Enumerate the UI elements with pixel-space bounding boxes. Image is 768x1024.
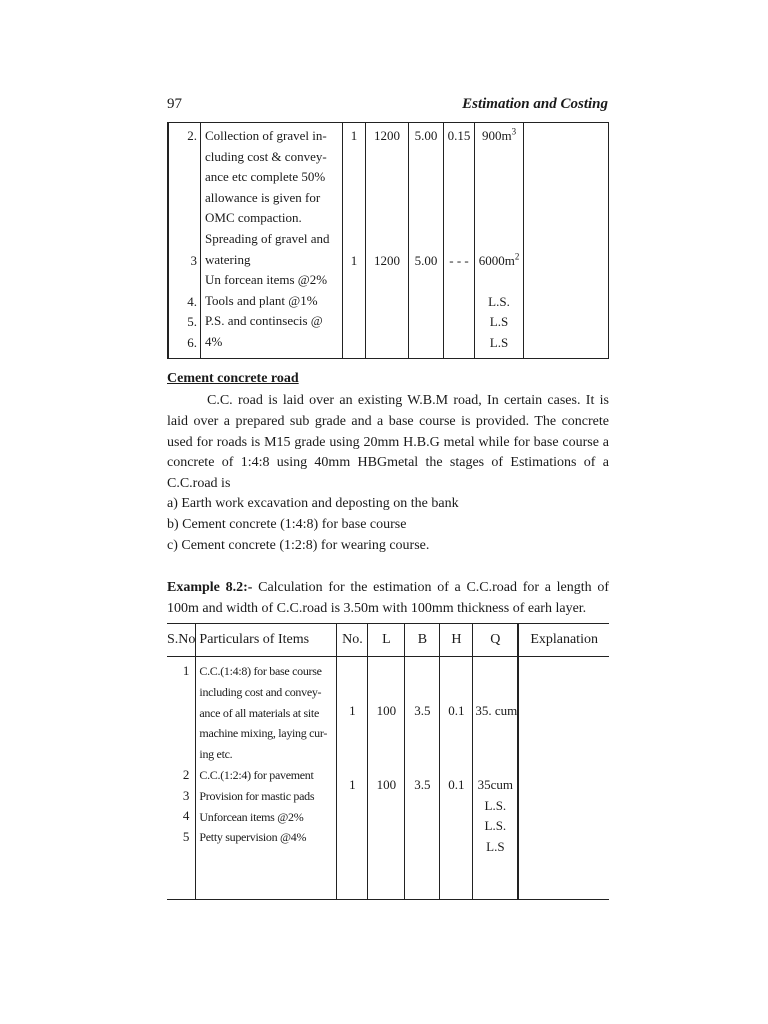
example-text: Calculation for the estimation of a C.C.road for a length of 100m and width of C.C.road is 3.50m with 100mm thickness of earh layer. [167, 580, 609, 616]
particular-line: watering [205, 251, 251, 267]
no-cell: 1 [349, 776, 356, 792]
sno-column [168, 123, 201, 359]
q-cell: L.S [486, 839, 505, 855]
header-b: B [405, 624, 440, 657]
q-cell: 35. cum [475, 703, 518, 718]
table-header-row [167, 624, 609, 657]
b-cell: 5.00 [414, 252, 438, 268]
particular-line: machine mixing, laying cur- [199, 726, 328, 741]
sno-cell: 3 [182, 787, 190, 803]
header-h: H [440, 624, 473, 657]
list-item: a) Earth work excavation and deposting on the bank [167, 496, 459, 511]
sno-cell: 2 [182, 766, 190, 782]
sno-cell: 5. [187, 314, 197, 330]
particular-line: including cost and convey- [199, 684, 322, 699]
q-cell: 35cum [477, 776, 514, 792]
header-q: Q [473, 624, 518, 657]
no-column [337, 657, 368, 900]
q-cell: L.S [489, 314, 509, 330]
sno-cell: 3 [190, 252, 197, 268]
sno-column [167, 657, 196, 900]
header-sno: S.No [167, 624, 196, 657]
particular-line: ance etc complete 50% [205, 169, 326, 185]
section-heading: Cement concrete road [167, 371, 299, 386]
particular-line: 4% [205, 333, 223, 349]
explanation-column [524, 123, 609, 359]
particular-line: allowance is given for [205, 189, 321, 205]
b-cell: 3.5 [414, 776, 431, 792]
q-cell: L.S. [488, 293, 510, 309]
header-no: No. [337, 624, 368, 657]
stages-list [167, 494, 609, 556]
explanation-column [518, 657, 609, 900]
no-column [343, 123, 366, 359]
example-paragraph [167, 578, 609, 620]
particular-line: Collection of gravel in- [205, 128, 327, 143]
header-explanation: Explanation [518, 624, 609, 657]
sno-cell: 5 [182, 829, 190, 845]
particular-line: Un forcean items @2% [205, 272, 328, 288]
particulars-column [201, 123, 343, 359]
page-number: 97 [167, 96, 182, 112]
q-cell: L.S [489, 334, 509, 350]
no-cell: 1 [350, 252, 358, 268]
h-cell: 0.15 [447, 128, 471, 143]
example-title: Example 8.2:- [167, 580, 253, 595]
running-title: Estimation and Costing [462, 96, 608, 112]
no-cell: 1 [349, 703, 356, 718]
table-row [167, 657, 609, 900]
q-cell: $900m^3$ [481, 126, 517, 143]
l-cell: 100 [376, 703, 397, 718]
particular-line: P.S. and continsecis @ [205, 313, 323, 329]
q-cell: L.S. [484, 797, 507, 813]
sno-cell: 1 [182, 663, 190, 678]
b-cell: 5.00 [414, 128, 438, 143]
list-item: c) Cement concrete (1:2:8) for wearing course. [167, 537, 430, 553]
particular-line: Petty supervision @4% [199, 830, 307, 845]
q-cell: $6000m^2$ [478, 251, 520, 268]
h-cell: 0.1 [448, 776, 465, 792]
particular-line: Tools and plant @1% [205, 292, 318, 308]
l-column [366, 123, 409, 359]
table-row [168, 123, 609, 359]
h-cell: - - - [449, 252, 469, 268]
b-cell: 3.5 [414, 703, 431, 718]
sno-cell: 4. [187, 293, 197, 309]
gravel-estimate-table [167, 122, 609, 359]
particular-line: C.C.(1:2:4) for pavement [199, 767, 314, 782]
particular-line: C.C.(1:4:8) for base course [199, 664, 322, 678]
particular-line: Provision for mastic pads [199, 788, 315, 803]
no-cell: 1 [350, 128, 358, 143]
h-column [444, 123, 475, 359]
q-cell: L.S. [484, 818, 507, 834]
header-particulars: Particulars of Items [196, 624, 337, 657]
q-column [473, 657, 518, 900]
particulars-column [196, 657, 337, 900]
particular-line: cluding cost & convey- [205, 148, 327, 164]
h-column [440, 657, 473, 900]
b-column [405, 657, 440, 900]
particular-line: Spreading of gravel and [205, 230, 330, 246]
cc-road-estimate-table [167, 623, 609, 900]
q-column [475, 123, 524, 359]
b-column [409, 123, 444, 359]
l-cell: 1200 [374, 252, 400, 268]
sno-cell: 4 [182, 808, 190, 824]
l-column [368, 657, 405, 900]
l-cell: 1200 [374, 128, 400, 143]
sno-cell: 6. [187, 334, 197, 350]
h-cell: 0.1 [448, 703, 465, 718]
section-paragraph: C.C. road is laid over an existing W.B.M road, In certain cases. It is laid over a prepared sub grade and a base course is provided. The concrete used for roads is M15 grade using 20mm H.B.G metal while for base course a concrete of 1:4:8 using 40mm HBGmetal the stages of Estimations of a C.C.road is [167, 393, 609, 492]
particular-line: ing etc. [199, 747, 233, 762]
particular-line: ance of all materials at site [199, 705, 319, 720]
sno-cell: 2. [187, 128, 197, 143]
list-item: b) Cement concrete (1:4:8) for base course [167, 516, 407, 532]
l-cell: 100 [376, 776, 397, 792]
particular-line: Unforcean items @2% [199, 809, 304, 824]
header-l: L [368, 624, 405, 657]
particular-line: OMC compaction. [205, 210, 302, 226]
